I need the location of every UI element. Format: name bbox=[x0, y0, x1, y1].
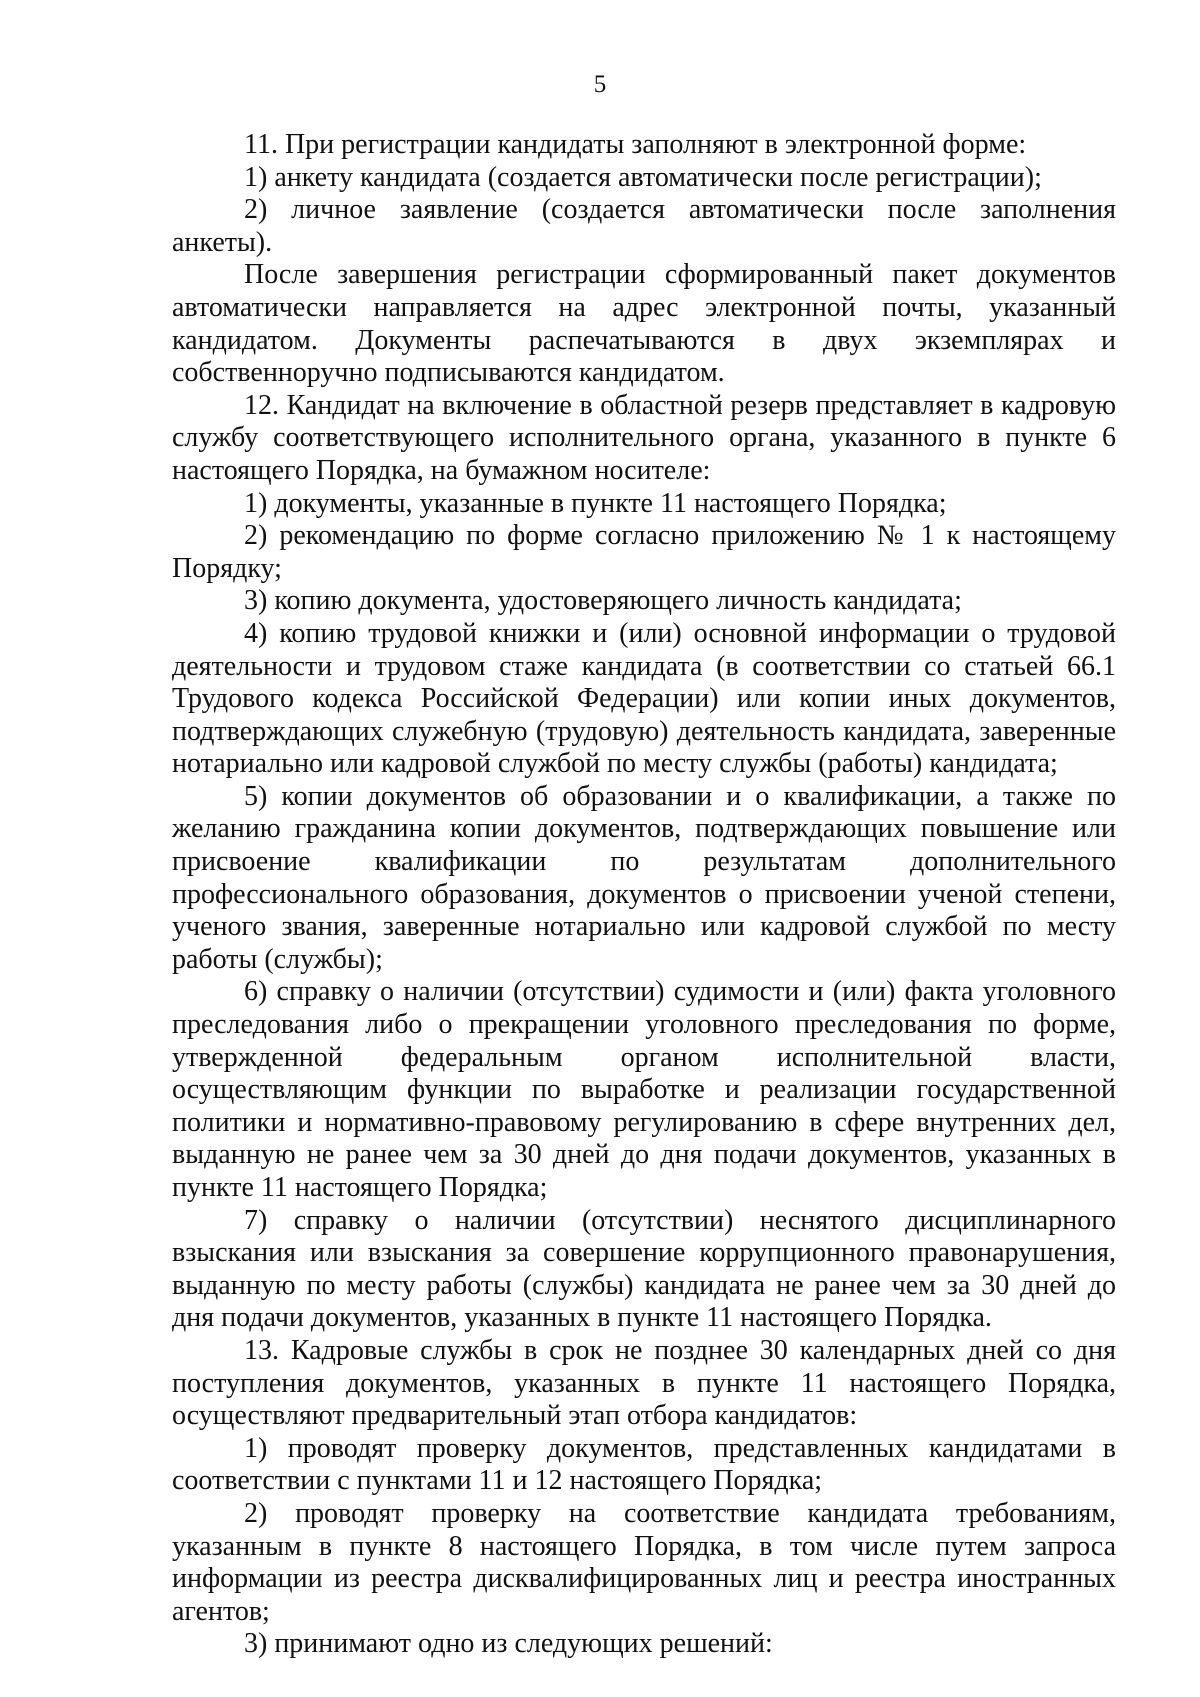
paragraph-13-item-1: 1) проводят проверку документов, представленных кандидатами в соответствии с пунктами 11 и 12 настоящего Порядка; bbox=[172, 1432, 1116, 1497]
page-number: 5 bbox=[593, 71, 607, 98]
paragraph-12-item-5: 5) копии документов об образовании и о квалификации, а также по желанию гражданина копии документов, подтверждающих повышение или присвоение квалификации по результатам дополнительного профессионального образования, документов о присвоении ученой степени, ученого звания, заверенные нотариально или кадровой службой по месту работы (службы); bbox=[172, 780, 1116, 975]
paragraph-12-intro: 12. Кандидат на включение в областной резерв представляет в кадровую службу соответствующего исполнительного органа, указанного в пункте 6 настоящего Порядка, на бумажном носителе: bbox=[172, 389, 1116, 486]
paragraph-12-item-6: 6) справку о наличии (отсутствии) судимости и (или) факта уголовного преследования либо о прекращении уголовного преследования по форме, утвержденной федеральным органом исполнительной власти, осуществляющим функции по выработке и реализации государственной политики и нормативно-правовому регулированию в сфере внутренних дел, выданную не ранее чем за 30 дней до дня подачи документов, указанных в пункте 11 настоящего Порядка; bbox=[172, 976, 1116, 1203]
paragraph-after-registration: После завершения регистрации сформированный пакет документов автоматически направляется на адрес электронной почты, указанный кандидатом. Документы распечатываются в двух экземплярах и собственноручно подписываются кандидатом. bbox=[172, 259, 1116, 389]
document-body bbox=[172, 129, 1116, 1661]
paragraph-11-item-1: 1) анкету кандидата (создается автоматически после регистрации); bbox=[244, 161, 1042, 193]
paragraph-12-item-4: 4) копию трудовой книжки и (или) основной информации о трудовой деятельности и трудовом стаже кандидата (в соответствии со статьей 66.1 Трудового кодекса Российской Федерации) или копии иных документов, подтверждающих служебную (трудовую) деятельность кандидата, заверенные нотариально или кадровой службой по месту службы (работы) кандидата; bbox=[172, 617, 1116, 780]
paragraph-11-intro: 11. При регистрации кандидаты заполняют в электронной форме: bbox=[244, 129, 1027, 160]
paragraph-13-intro: 13. Кадровые службы в срок не позднее 30 календарных дней со дня поступления документов, указанных в пункте 11 настоящего Порядка, осуществляют предварительный этап отбора кандидатов: bbox=[172, 1334, 1116, 1432]
paragraph-11-item-2: 2) личное заявление (создается автоматически после заполнения анкеты). bbox=[172, 194, 1116, 258]
paragraph-12-item-1: 1) документы, указанные в пункте 11 настоящего Порядка; bbox=[244, 487, 947, 519]
paragraph-13-item-2: 2) проводят проверку на соответствие кандидата требованиям, указанным в пункте 8 настоящего Порядка, в том числе путем запроса информации из реестра дисквалифицированных лиц и реестра иностранных агентов; bbox=[172, 1497, 1116, 1627]
paragraph-12-item-2: 2) рекомендацию по форме согласно приложению № 1 к настоящему Порядку; bbox=[172, 520, 1116, 584]
paragraph-12-item-3: 3) копию документа, удостоверяющего личность кандидата; bbox=[244, 585, 962, 617]
paragraph-13-item-3: 3) принимают одно из следующих решений: bbox=[244, 1628, 773, 1660]
paragraph-12-item-7: 7) справку о наличии (отсутствии) неснятого дисциплинарного взыскания или взыскания за совершение коррупционного правонарушения, выданную по месту работы (службы) кандидата не ранее чем за 30 дней до дня подачи документов, указанных в пункте 11 настоящего Порядка. bbox=[172, 1204, 1116, 1334]
